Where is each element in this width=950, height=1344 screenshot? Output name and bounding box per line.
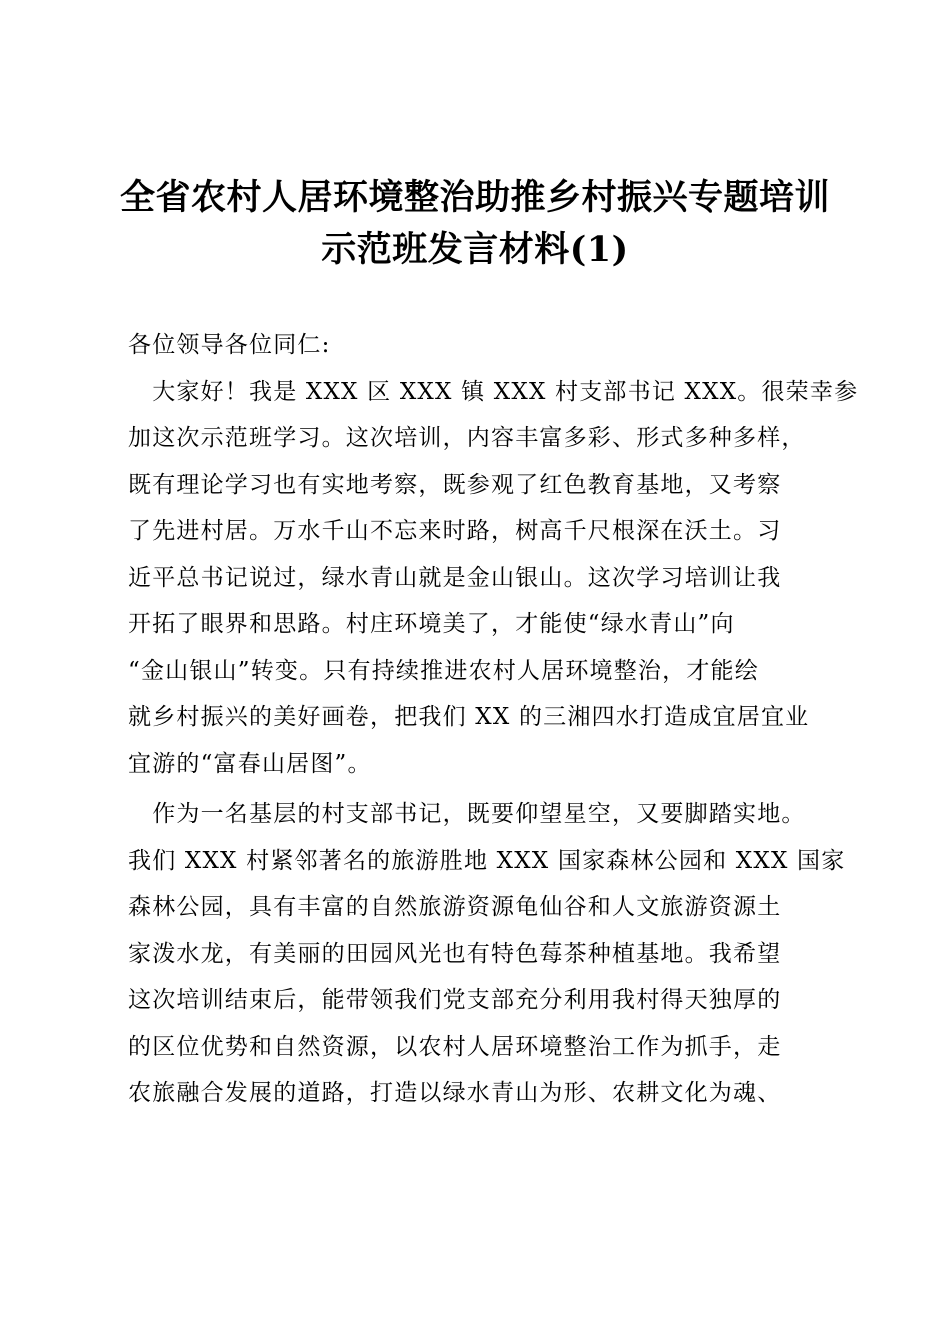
title-line-2: 示范班发言材料(1): [321, 229, 629, 270]
paragraph-line: 的区位优势和自然资源，以农村人居环境整治工作为抓手，走: [128, 1033, 782, 1060]
paragraph-line: “金山银山”转变。只有持续推进农村人居环境整治，才能绘: [128, 657, 759, 684]
paragraph-line: 既有理论学习也有实地考察，既参观了红色教育基地，又考察: [128, 471, 782, 498]
paragraph-line: 大家好！我是 XXX 区 XXX 镇 XXX 村支部书记 XXX。很荣幸参: [128, 378, 859, 405]
document-title: [100, 172, 850, 276]
paragraph-line: 加这次示范班学习。这次培训，内容丰富多彩、形式多种多样，: [128, 425, 806, 451]
paragraph-line: 森林公园，具有丰富的自然旅游资源龟仙谷和人文旅游资源土: [128, 894, 782, 920]
title-line-1: 全省农村人居环境整治助推乡村振兴专题培训: [119, 177, 830, 218]
document-body: [128, 322, 859, 1117]
paragraph-line: 就乡村振兴的美好画卷，把我们 XX 的三湘四水打造成宜居宜业: [128, 704, 810, 730]
paragraph-line: 家泼水龙，有美丽的田园风光也有特色莓茶种植基地。我希望: [128, 940, 782, 967]
paragraph-line: 开拓了眼界和思路。村庄环境美了，才能使“绿水青山”向: [128, 611, 735, 637]
paragraph-line: 近平总书记说过，绿水青山就是金山银山。这次学习培训让我: [128, 564, 782, 591]
paragraph-line: 宜游的“富春山居图”。: [128, 750, 372, 777]
paragraph-line: 农旅融合发展的道路，打造以绿水青山为形、农耕文化为魂、: [128, 1080, 782, 1106]
paragraph-1: [128, 369, 859, 788]
paragraph-line: 了先进村居。万水千山不忘来时路，树高千尺根深在沃土。习: [128, 518, 782, 544]
paragraph-line: 我们 XXX 村紧邻著名的旅游胜地 XXX 国家森林公园和 XXX 国家: [128, 847, 846, 874]
salutation: 各位领导各位同仁:: [128, 332, 331, 358]
paragraph-line: 作为一名基层的村支部书记，既要仰望星空，又要脚踏实地。: [128, 801, 806, 827]
paragraph-2: [128, 791, 850, 1117]
paragraph-line: 这次培训结束后，能带领我们党支部充分利用我村得天独厚的: [128, 987, 782, 1013]
